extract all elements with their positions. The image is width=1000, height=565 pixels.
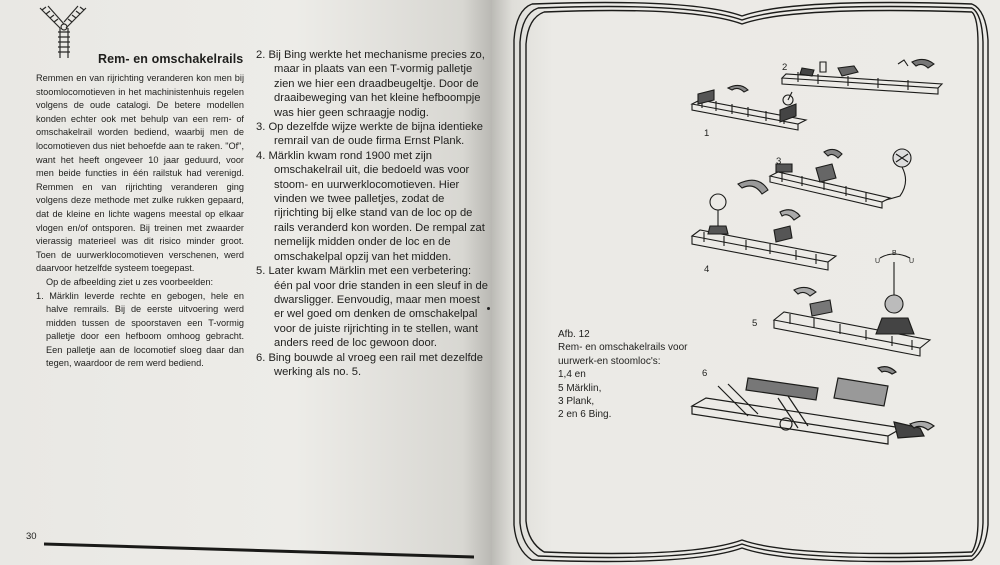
intro-paragraph: Remmen en van rijrichting veranderen kon men bij stoomlocomotieven in het machinistenhuis regelen volgens de oude catalogi. De betere modellen konden echter ook met behulp van een rem- of omschakelrail worden bediend, waarbij men de locomotieven dus niet behoefde aan te raken. "Of", want het heeft ongeveer 10 jaar geduurd, voor men beide functies in één railstuk had verenigd. Remmen en van rijrichting veranderen ging volgens deze methode met zulke rukken gepaard, dat de kleine en lichte wagens meestal op elkaar vlogen en/of ontsporen. Bij treinen met zwaarder vierassig materieel was dit risico minder groot. Toen de uurwerklocomotieven verschenen, werd daarvoor hetzelfde systeem toegepast. [36,73,244,274]
list-item: 4. Märklin kwam rond 1900 met zijn omschakelrail uit, die bedoeld was voor stoom- en uurwerklocomotieven. Hier vinden we twee palletjes, zodat de rijrichting bij elke stand van de loc op de rails veranderd kon worden. De rempal zat nemelijk midden onder de loc en de omschakelpal opzij van het midden. [256,149,485,263]
lever-letter-u-right: U [909,258,915,265]
example-list-right [256,48,492,379]
lever-letter-b: B [892,250,897,257]
rail-illustration-2 [778,58,948,108]
caption-line: 2 en 6 Bing. [558,409,612,421]
right-page [492,0,1000,565]
caption-line: Afb. 12 [558,329,590,340]
list-item: 1. Märklin leverde rechte en gebogen, hele en halve remrails. Bij de eerste uitvoering werd midden tussen de spoorstaven een T-vormig palletje door een hefboom omhoog gebracht. Een palletje aan de locomotief sloeg daar dan tegen, waardoor de rem werd bediend. [36,290,244,369]
example-list-left [36,290,244,372]
figure-number-2: 2 [782,62,788,73]
caption-line: 1,4 en [558,369,586,381]
right-text-column [256,48,492,379]
crossing-tracks-logo-icon [34,2,94,60]
caption-line: 3 Plank, [558,396,595,408]
figure-number-1: 1 [704,128,710,139]
list-intro: Op de afbeelding ziet u zes voorbeelden: [46,276,214,287]
list-item: 6. Bing bouwde al vroeg een rail met dezelfde werking als no. 5. [256,351,484,378]
margin-dot [487,307,490,310]
caption-line: uurwerk-en stoomloc's: [558,355,661,367]
list-item: 2. Bij Bing werkte het mechanisme precies zo, maar in plaats van een T-vormig palletje zien we hier een draadbeugeltje. Door de draaibeweging van het kleine hefboompje was hier geen schraagje nodig. [256,49,485,119]
list-item: 5. Later kwam Märklin met een verbetering: één pal voor drie standen in een sleuf in de dwarsligger. Eenvoudig, maar men moest er wel goed om denken de omschakelpal voor de juiste rijrichting in te stellen, want anders reed de loc gewoon door. [256,265,488,350]
figure-number-4: 4 [704,264,710,275]
left-page [0,0,492,565]
caption-line: Rem- en omschakelrails voor [558,342,688,354]
figure-number-3: 3 [776,156,782,167]
figure-number-6: 6 [702,368,708,379]
figure-caption [558,328,698,422]
rail-illustration-6 [688,366,948,464]
rail-illustration-5 [770,248,954,364]
bottom-rule [44,538,474,560]
lever-letter-u-left: U [875,258,881,265]
page-number: 30 [26,531,37,542]
figure-number-5: 5 [752,318,758,329]
article-title: Rem- en omschakelrails [98,52,244,66]
left-text-column [36,72,244,371]
caption-line: 5 Märklin, [558,382,602,394]
list-item: 3. Op dezelfde wijze werkte de bijna identieke remrail van de oude firma Ernst Plank. [256,121,483,148]
